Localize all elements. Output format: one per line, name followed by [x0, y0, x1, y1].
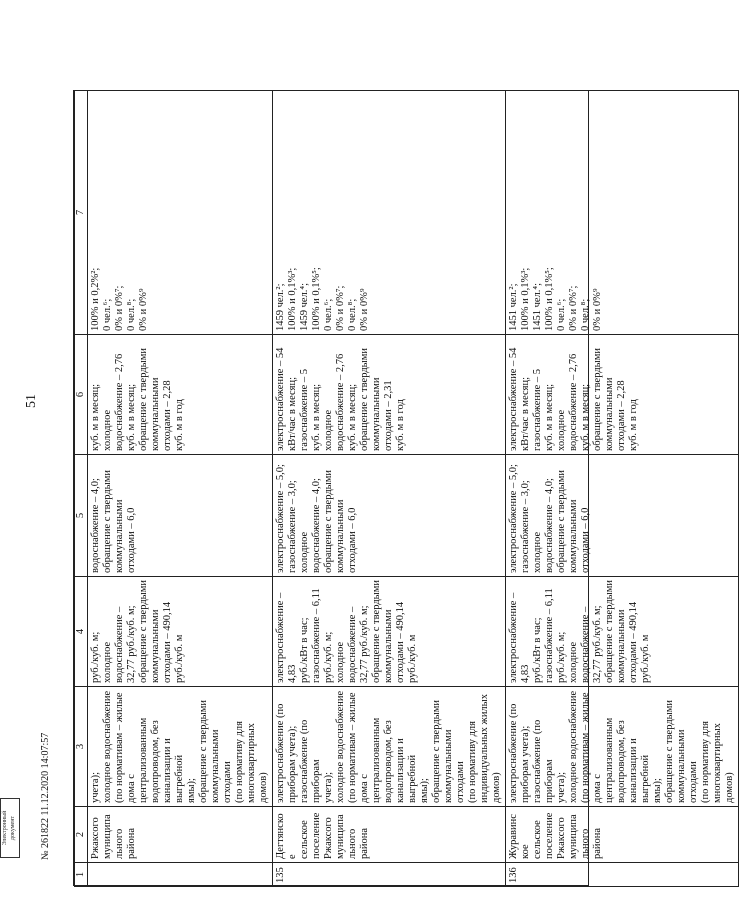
cell-line: водоснабжение – 2,76 [335, 353, 346, 451]
column-header: 3 [75, 687, 88, 807]
cell-line: водоснабжение – 4,0; [311, 478, 322, 573]
cell-line: куб. м в месяц; [90, 383, 101, 451]
cell-line: электроснабжение (по [508, 703, 519, 803]
cell-line: учета); [556, 772, 567, 803]
cell-line: куб. м в месяц; [311, 383, 322, 451]
cell-line: района [359, 827, 370, 859]
cell-line: холодное водоснабжение – [335, 606, 358, 683]
cell-line: водопроводом, без [383, 720, 394, 803]
column-header: 7 [75, 91, 88, 335]
row-number-cell [88, 863, 273, 887]
cell-line: обращение с твердыми [198, 700, 209, 803]
cell-line: приборам учета); [287, 725, 298, 803]
cell-line: сельское [299, 820, 310, 859]
cell-line: отходами – 6,0 [580, 507, 591, 573]
settlement-cell [88, 807, 273, 863]
cell-line: водопроводом, без [616, 720, 627, 803]
cell-line: отходами – 6,0 [347, 507, 358, 573]
cell-line: индивидуальных жилых [479, 694, 490, 803]
cell-line: сельское [532, 820, 543, 859]
cell-line: 0% и 0%⁷; [335, 285, 346, 331]
cell-line: 0 чел.⁶; [323, 298, 334, 331]
cell-line: холодное [532, 531, 543, 573]
cell-line: коммунальными [604, 377, 615, 451]
cell-line: дома с централизованным [592, 717, 615, 803]
cell-line: водоснабжение – 4,0; [90, 478, 101, 573]
cell-line: руб./куб. м [407, 634, 418, 683]
cell-line: руб./кВт в час; [299, 617, 310, 683]
cell-line: Ржаксого [556, 817, 567, 859]
cell-line: коммунальными [616, 609, 627, 683]
cell-line: обращение с твердыми [604, 580, 615, 683]
services-cell [506, 687, 739, 807]
table-row [273, 91, 506, 887]
cell-line: 100% и 0,1%⁵; [311, 267, 322, 331]
cell-line: учета); [90, 772, 101, 803]
cell-line: холодное водоснабжение – [568, 606, 591, 683]
cell-line: холодное водоснабжение [335, 690, 346, 803]
cell-line: обращение с твердыми [592, 348, 603, 451]
volumes-cell [273, 455, 506, 577]
cell-line: (по нормативам – жилые [347, 692, 358, 803]
column-header: 1 [75, 863, 88, 887]
cell-line: руб./куб. м [640, 634, 651, 683]
cell-line: коммунальными отходами [443, 729, 466, 803]
cell-line: электроснабжение – 4,83 [508, 592, 531, 683]
settlement-cell [506, 807, 739, 863]
column-header: 6 [75, 335, 88, 455]
cell-line: ямы); [419, 778, 430, 803]
cell-line: руб./кВт в час; [532, 617, 543, 683]
cell-line: куб. м в месяц; [580, 383, 591, 451]
cell-line: 0% и 0%⁹ [138, 288, 149, 331]
cell-line: учета); [323, 772, 334, 803]
cell-line: обращение с твердыми [102, 470, 113, 573]
cell-line: 0% и 0%⁹ [592, 288, 603, 331]
cell-line: отходами – 490,14 [395, 601, 406, 683]
cell-line: отходами – 490,14 [162, 601, 173, 683]
cell-line: холодное [323, 409, 334, 451]
cell-line: холодное водоснабжение [102, 690, 113, 803]
cell-line: муниципального [568, 814, 591, 859]
cell-line: куб. м в месяц; [544, 383, 555, 451]
shares-cell [506, 91, 739, 335]
cell-line: канализации и выгребной [395, 738, 418, 803]
row-number-cell: 136 [506, 863, 739, 887]
cell-line: коммунальными [371, 377, 382, 451]
table-row [506, 91, 739, 887]
cell-line: 0 чел.⁸; [580, 298, 591, 331]
services-cell [88, 687, 273, 807]
cell-line: газоснабжение (по приборам [299, 719, 322, 803]
cell-line: кВт/час в месяц; [520, 376, 531, 451]
cell-line: 0 чел.⁶; [102, 298, 113, 331]
cell-line: Ржаксого [323, 817, 334, 859]
cell-line: отходами – 490,14 [628, 601, 639, 683]
cell-line: холодное водоснабжение [568, 690, 579, 803]
volumes-cell [506, 455, 739, 577]
logo-text: Электронный документ [2, 810, 16, 846]
cell-line: куб. м в год [395, 399, 406, 451]
cell-line: газоснабжение – 3,0; [520, 480, 531, 573]
cell-line: отходами – 2,28 [162, 380, 173, 451]
cell-line: отходами – 2,31 [383, 380, 394, 451]
cell-line: района [592, 827, 603, 859]
rotated-table-container [74, 91, 735, 887]
cell-line: 0% и 0%⁷; [114, 285, 125, 331]
cell-line: обращение с твердыми [359, 348, 370, 451]
cell-line: коммунальными отходами [210, 729, 233, 803]
cell-line: холодное [556, 409, 567, 451]
page-number: 51 [24, 394, 39, 408]
cell-line: 100% и 0,2%²; [90, 267, 101, 331]
cell-line: электроснабжение – 54 [508, 347, 519, 451]
cell-line: 0 чел.⁸; [347, 298, 358, 331]
cell-line: (по нормативу для [700, 720, 711, 803]
cell-line: электроснабжение – 4,83 [275, 592, 298, 683]
volumes-cell [88, 455, 273, 577]
cell-line: домов) [491, 772, 502, 803]
tariff-table [73, 90, 735, 886]
row-number-cell: 135 [273, 863, 506, 887]
cell-line: холодное водоснабжение – [102, 606, 125, 683]
cell-line: 0% и 0%⁹ [359, 288, 370, 331]
tariffs-cell [273, 577, 506, 687]
cell-line: руб./куб. м [174, 634, 185, 683]
cell-line: 0 чел.⁸; [126, 298, 137, 331]
cell-line: коммунальными отходами [676, 729, 699, 803]
cell-line: коммунальными [568, 499, 579, 573]
cell-line: водопроводом, без [150, 720, 161, 803]
cell-line: газоснабжение – 6,11 [544, 588, 555, 683]
cell-line: коммунальными [383, 609, 394, 683]
cell-line: 32,77 руб./куб. м; [126, 605, 137, 683]
cell-line: 1459 чел.²; [275, 283, 286, 331]
cell-line: Журавинское [508, 814, 531, 859]
cell-line: холодное [299, 531, 310, 573]
cell-line: Дегтянское [275, 813, 298, 859]
cell-line: электроснабжение – 54 [275, 347, 286, 451]
cell-line: водоснабжение – 2,76 [114, 353, 125, 451]
cell-line: газоснабжение – 5 [532, 368, 543, 451]
cell-line: муниципального [102, 814, 125, 859]
consumption-cell [506, 335, 739, 455]
cell-line: приборам учета); [520, 725, 531, 803]
tariffs-cell [88, 577, 273, 687]
cell-line: газоснабжение – 3,0; [287, 480, 298, 573]
tariffs-cell [506, 577, 739, 687]
shares-cell [273, 91, 506, 335]
cell-line: холодное [102, 409, 113, 451]
cell-line: газоснабжение – 5 [299, 368, 310, 451]
cell-line: 0 чел.⁶; [556, 298, 567, 331]
cell-line: (по нормативу для [234, 720, 245, 803]
cell-line: поселение [311, 812, 322, 859]
cell-line: электроснабжение – 5,0; [275, 464, 286, 573]
settlement-cell [273, 807, 506, 863]
services-cell [273, 687, 506, 807]
column-header: 4 [75, 577, 88, 687]
cell-line: поселение [544, 812, 555, 859]
cell-line: куб. м в год [628, 399, 639, 451]
shares-cell [88, 91, 273, 335]
cell-line: дома с централизованным [359, 717, 382, 803]
cell-line: обращение с твердыми [556, 470, 567, 573]
consumption-cell [88, 335, 273, 455]
cell-line: коммунальными [150, 377, 161, 451]
cell-line: куб. м в месяц; [126, 383, 137, 451]
cell-line: водоснабжение – 2,76 [568, 353, 579, 451]
cell-line: коммунальными [150, 609, 161, 683]
consumption-cell [273, 335, 506, 455]
cell-line: электроснабжение (по [275, 703, 286, 803]
cell-line: водоснабжение – 4,0; [544, 478, 555, 573]
cell-line: муниципального [335, 814, 358, 859]
cell-line: обращение с твердыми [138, 580, 149, 683]
cell-line: обращение с твердыми [664, 700, 675, 803]
column-header: 5 [75, 455, 88, 577]
cell-line: руб./куб. м; [556, 631, 567, 683]
cell-line: 32,77 руб./куб. м; [359, 605, 370, 683]
cell-line: коммунальными [114, 499, 125, 573]
cell-line: 1459 чел.⁴; [299, 282, 310, 331]
cell-line: газоснабжение – 6,11 [311, 588, 322, 683]
e-document-logo [0, 798, 20, 858]
cell-line: руб./куб. м; [323, 631, 334, 683]
column-header: 2 [75, 807, 88, 863]
registration-stamp: № 261822 11.12.2020 14:07:57 [40, 732, 51, 860]
cell-line: 100% и 0,1%⁵; [544, 267, 555, 331]
cell-line: обращение с твердыми [138, 348, 149, 451]
cell-line: отходами – 6,0 [126, 507, 137, 573]
header-row [75, 91, 88, 887]
cell-line: (по нормативам – жилые [580, 692, 591, 803]
cell-line: кВт/час в месяц; [287, 376, 298, 451]
cell-line: (по нормативу для [467, 720, 478, 803]
cell-line: канализации и выгребной [628, 738, 651, 803]
cell-line: куб. м в месяц; [347, 383, 358, 451]
cell-line: 0% и 0%⁷; [568, 285, 579, 331]
cell-line: ямы); [186, 778, 197, 803]
cell-line: электроснабжение – 5,0; [508, 464, 519, 573]
table-row [88, 91, 273, 887]
cell-line: газоснабжение (по приборам [532, 719, 555, 803]
cell-line: 1451 чел.²; [508, 283, 519, 331]
cell-line: 1451 чел.⁴; [532, 282, 543, 331]
cell-line: Ржаксого [90, 817, 101, 859]
cell-line: дома с централизованным [126, 717, 149, 803]
cell-line: многоквартирных домов) [712, 723, 735, 803]
cell-line: куб. м в год [174, 399, 185, 451]
cell-line: канализации и выгребной [162, 738, 185, 803]
cell-line: (по нормативам – жилые [114, 692, 125, 803]
data-table [74, 90, 739, 887]
cell-line: обращение с твердыми [431, 700, 442, 803]
cell-line: руб./куб. м; [90, 631, 101, 683]
cell-line: 32,77 руб./куб. м; [592, 605, 603, 683]
cell-line: многоквартирных домов) [246, 723, 269, 803]
cell-line: обращение с твердыми [371, 580, 382, 683]
cell-line: 100% и 0,1%³; [520, 267, 531, 331]
cell-line: ямы); [652, 778, 663, 803]
cell-line: 100% и 0,1%³; [287, 267, 298, 331]
cell-line: отходами – 2,28 [616, 380, 627, 451]
cell-line: обращение с твердыми [323, 470, 334, 573]
cell-line: района [126, 827, 137, 859]
cell-line: коммунальными [335, 499, 346, 573]
